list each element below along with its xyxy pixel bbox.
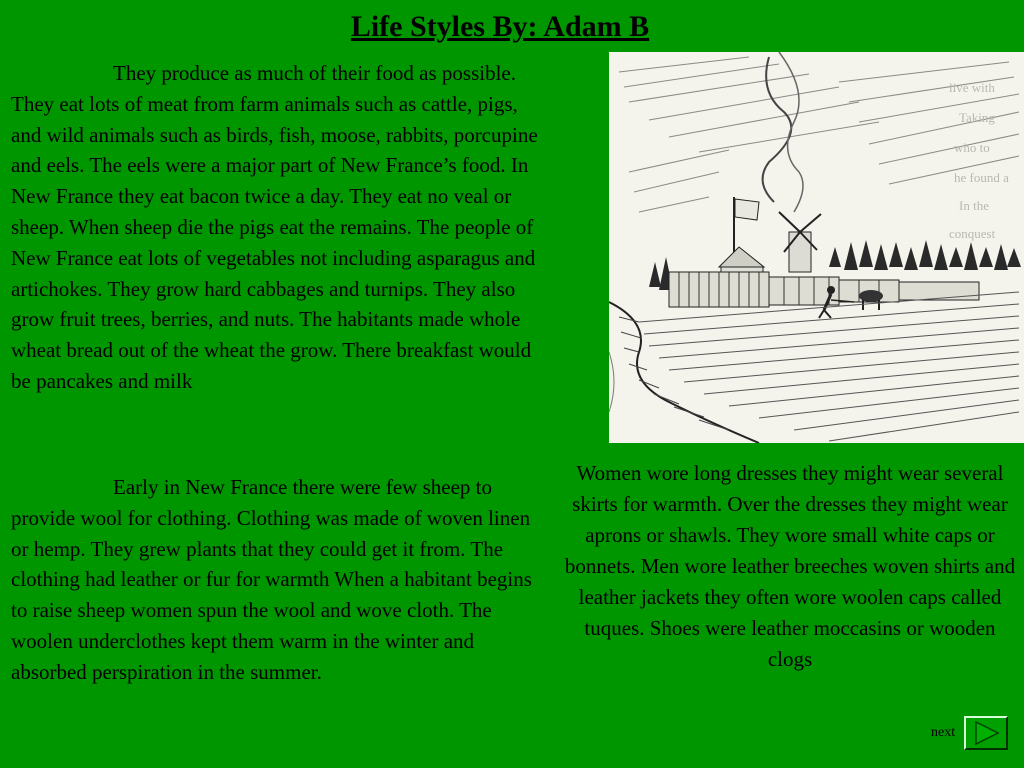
clothing-caption: Women wore long dresses they might wear several skirts for warmth. Over the dresses they might wear aprons or shawls. They wore small white caps or bonnets. Men wore leather breeches woven shirts and leather jackets they often wore woolen caps called tuques. Shoes were leather moccasins or wooden clogs (564, 461, 1016, 671)
svg-text:In the: In the (959, 198, 989, 213)
svg-text:who to: who to (954, 140, 990, 155)
next-button[interactable] (964, 716, 1008, 750)
svg-text:live with: live with (949, 80, 995, 95)
next-label[interactable]: next (931, 725, 956, 740)
play-arrow-icon (966, 718, 1006, 748)
clothing-paragraph (11, 472, 546, 688)
svg-text:conquest: conquest (949, 226, 996, 241)
settlement-illustration (609, 52, 1024, 443)
svg-text:he found a: he found a (954, 170, 1009, 185)
clothing-paragraph-text: Early in New France there were few sheep to provide wool for clothing. Clothing was made of woven linen or hemp. They grew plants that they could get it from. The clothing had leather or fur for warmth When a habitant begins to raise sheep women spun the wool and wove cloth. The woolen underclothes kept them warm in the winter and absorbed perspiration in the summer. (11, 475, 532, 684)
food-paragraph-text: They produce as much of their food as possible. They eat lots of meat from farm animals such as cattle, pigs, and wild animals such as birds, fish, moose, rabbits, porcupine and eels. The eels were a major part of New France’s food. In New France they eat bacon twice a day. They eat no veal or sheep. When sheep die the pigs eat the remains. The people of New France eat lots of vegetables not including asparagus and artichokes. They grow hard cabbages and turnips. They also grow fruit trees, berries, and nuts. The habitants made whole wheat bread out of the wheat the grow. There breakfast would be pancakes and milk (11, 61, 538, 393)
page-title: Life Styles By: Adam B (350, 10, 650, 43)
food-paragraph (11, 58, 546, 397)
svg-text:Taking: Taking (959, 110, 995, 125)
